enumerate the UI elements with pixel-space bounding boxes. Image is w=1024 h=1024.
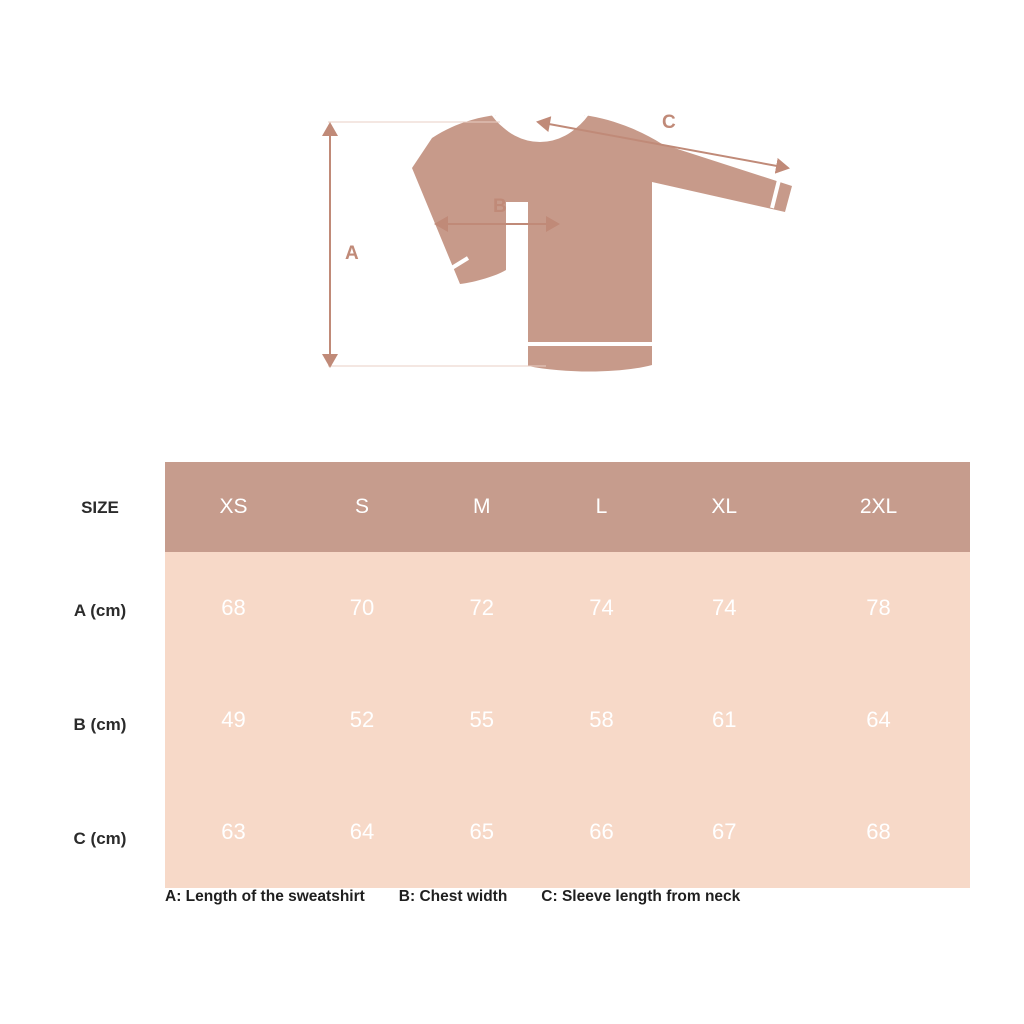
cell-c-xs: 63 [165, 776, 302, 888]
legend-c: C: Sleeve length from neck [541, 888, 741, 905]
cell-c-xl: 67 [661, 776, 787, 888]
size-header-2xl: 2XL [787, 462, 970, 552]
table-row [165, 776, 970, 888]
legend-a: A: Length of the sweatshirt [165, 888, 365, 905]
legend-b: B: Chest width [398, 888, 508, 905]
cell-c-s: 64 [302, 776, 422, 888]
dimension-label-c: C [662, 112, 677, 133]
size-header-l: L [542, 462, 662, 552]
table-header-row [165, 462, 970, 552]
cell-a-s: 70 [302, 552, 422, 664]
measurement-legend [165, 888, 985, 906]
cell-b-l: 58 [542, 664, 662, 776]
size-corner-label: SIZE [81, 498, 119, 517]
dimension-label-b: B [493, 196, 508, 217]
cell-b-s: 52 [302, 664, 422, 776]
sweatshirt-illustration [300, 90, 820, 390]
cell-b-xs: 49 [165, 664, 302, 776]
size-header-xl: XL [661, 462, 787, 552]
size-header-m: M [422, 462, 542, 552]
cell-c-2xl: 68 [787, 776, 970, 888]
size-chart-table [165, 462, 970, 888]
cell-b-2xl: 64 [787, 664, 970, 776]
cell-a-m: 72 [422, 552, 542, 664]
row-label-c: C (cm) [73, 829, 127, 848]
size-header-xs: XS [165, 462, 302, 552]
cell-a-xl: 74 [661, 552, 787, 664]
size-header-s: S [302, 462, 422, 552]
measurement-diagram [0, 0, 1024, 440]
row-label-b: B (cm) [73, 715, 127, 734]
row-label-a: A (cm) [73, 601, 127, 620]
cell-c-m: 65 [422, 776, 542, 888]
table-row [165, 552, 970, 664]
cell-b-m: 55 [422, 664, 542, 776]
cell-a-2xl: 78 [787, 552, 970, 664]
table-row [165, 664, 970, 776]
cell-c-l: 66 [542, 776, 662, 888]
cell-a-l: 74 [542, 552, 662, 664]
table-row-labels [40, 462, 160, 896]
dimension-label-a: A [345, 243, 360, 264]
cell-b-xl: 61 [661, 664, 787, 776]
cell-a-xs: 68 [165, 552, 302, 664]
sweatshirt-shape [412, 110, 792, 372]
